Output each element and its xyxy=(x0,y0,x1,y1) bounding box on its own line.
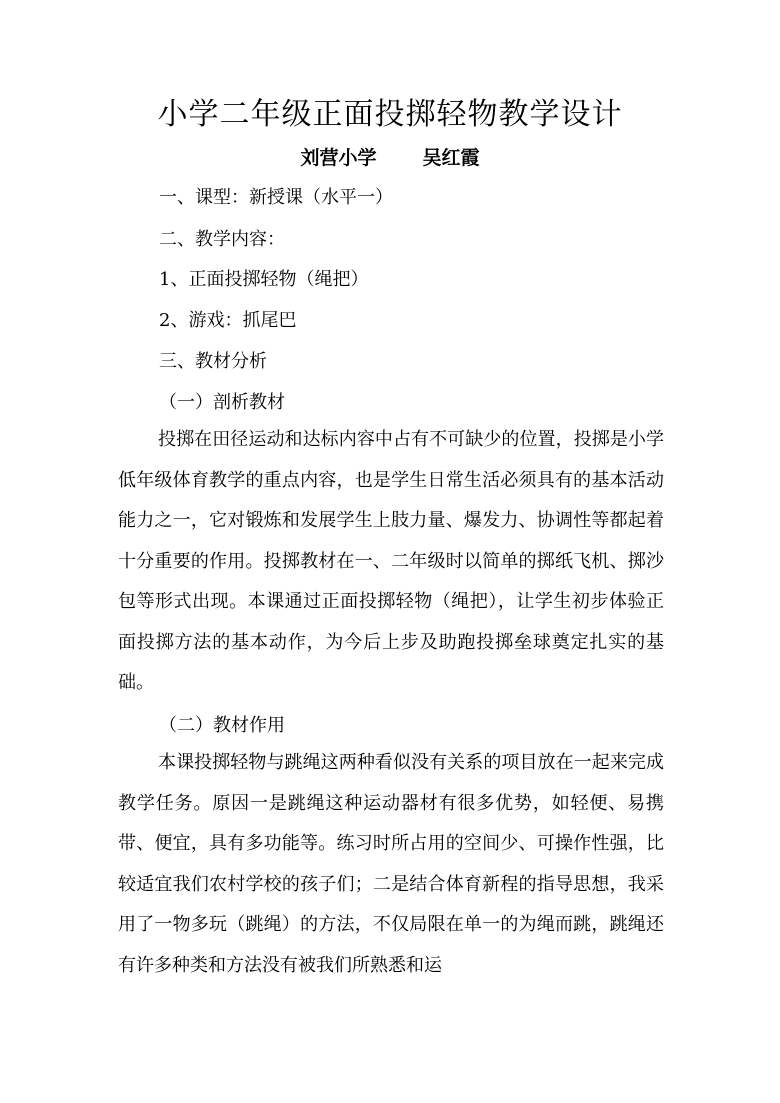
section-line-analysis: 三、教材分析 xyxy=(159,351,267,372)
content-item-2: 2、游戏：抓尾巴 xyxy=(159,310,297,331)
content-item-1: 1、正面投掷轻物（绳把） xyxy=(159,269,369,290)
author-name: 吴红霞 xyxy=(422,147,480,169)
paragraph-analysis: 投掷在田径运动和达标内容中占有不可缺少的位置，投掷是小学低年级体育教学的重点内容，也是学生日常生活必须具有的基本活动能力之一，它对锻炼和发展学生上肢力量、爆发力、协调性等都起着十分重要的作用。投掷教材在一、二年级时以简单的掷纸飞机、掷沙包等形式出现。本课通过正面投掷轻物（绳把），让学生初步体验正面投掷方法的基本动作，为今后上步及助跑投掷垒球奠定扎实的基础。 xyxy=(118,429,664,693)
document-title: 小学二年级正面投掷轻物教学设计 xyxy=(157,97,623,132)
section-line-lesson-type: 一、课型：新授课（水平一） xyxy=(159,187,393,208)
subheading-1: （一）剖析教材 xyxy=(159,392,285,413)
subheading-2: （二）教材作用 xyxy=(159,715,285,736)
paragraph-function: 本课投掷轻物与跳绳这两种看似没有关系的项目放在一起来完成教学任务。原因一是跳绳这种运动器材有很多优势，如轻便、易携带、便宜，具有多功能等。练习时所占用的空间少、可操作性强，比较适宜我们农村学校的孩子们；二是结合体育新程的指导思想，我采用了一物多玩（跳绳）的方法，不仅局限在单一的为绳而跳，跳绳还有许多种类和方法没有被我们所熟悉和运 xyxy=(118,752,664,976)
author-line xyxy=(0,144,780,172)
section-line-content-heading: 二、教学内容： xyxy=(159,229,285,250)
author-school: 刘营小学 xyxy=(300,147,377,169)
